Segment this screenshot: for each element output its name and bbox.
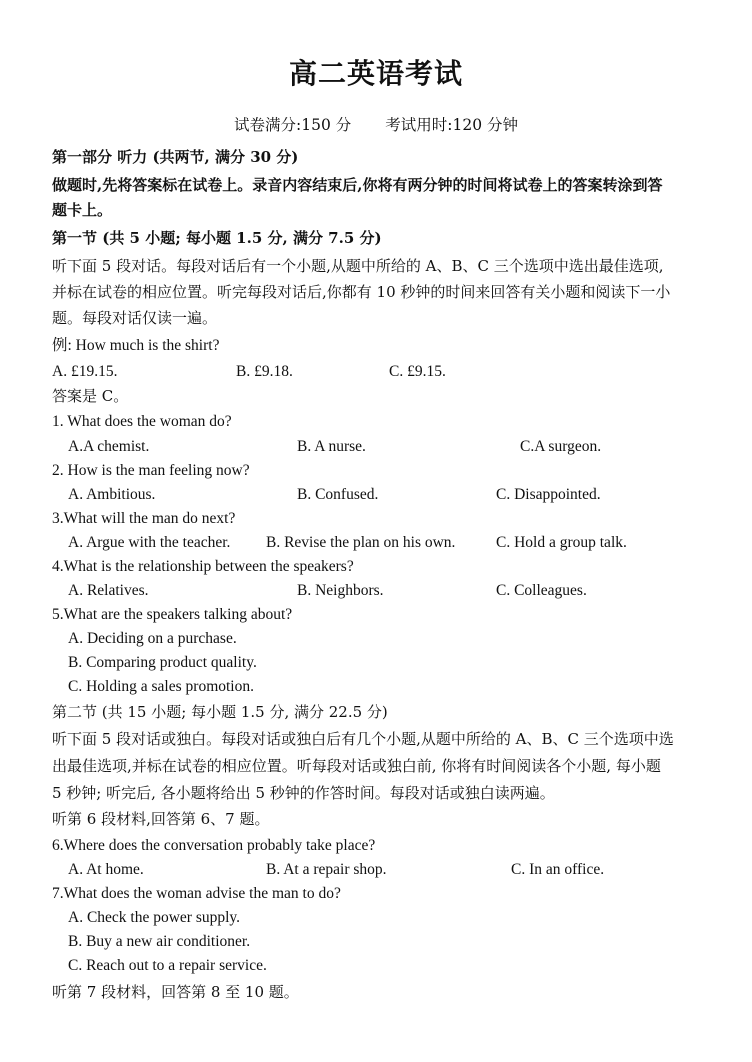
q7-option-b: B. Buy a new air conditioner. (68, 933, 251, 950)
example-option-a: A. £19.15. (52, 363, 118, 380)
section1-intro-line3: 题。每段对话仅读一遍。 (52, 309, 218, 327)
q6-option-a: A. At home. (68, 861, 144, 878)
question-4: 4.What is the relationship between the speakers? (52, 558, 354, 575)
q6-option-b: B. At a repair shop. (266, 861, 387, 878)
section2-heading: 第二节 (共 15 小题; 每小题 1.5 分, 满分 22.5 分) (52, 703, 388, 721)
section1-intro-line2: 并标在试卷的相应位置。听完每段对话后,你都有 10 秒钟的时间来回答有关小题和阅读下一小 (52, 283, 671, 301)
exam-meta (0, 113, 752, 135)
section2-intro-line1: 听下面 5 段对话或独白。每段对话或独白后有几个小题,从题中所给的 A、B、C 三个选项中选 (52, 730, 674, 748)
question-5: 5.What are the speakers talking about? (52, 606, 293, 623)
section2-intro-line2: 出最佳选项,并标在试卷的相应位置。听每段对话或独白前, 你将有时间阅读各个小题, 每小题 (52, 757, 661, 775)
q6-option-c: C. In an office. (511, 861, 605, 878)
example-option-c: C. £9.15. (389, 363, 446, 380)
section1-intro-line1: 听下面 5 段对话。每段对话后有一个小题,从题中所给的 A、B、C 三个选项中选出最佳选项, (52, 257, 664, 275)
q4-option-a: A. Relatives. (68, 582, 149, 599)
q5-option-a: A. Deciding on a purchase. (68, 630, 237, 647)
q3-option-a: A. Argue with the teacher. (68, 534, 231, 551)
part1-instruction-line2: 题卡上。 (52, 201, 113, 219)
q7-option-c: C. Reach out to a repair service. (68, 957, 267, 974)
q4-option-c: C. Colleagues. (496, 582, 587, 599)
material-7-heading: 听第 7 段材料，回答第 8 至 10 题。 (52, 983, 299, 1001)
question-1: 1. What does the woman do? (52, 413, 232, 430)
exam-time: 考试用时:120 分钟 (385, 116, 518, 134)
q1-option-b: B. A nurse. (297, 438, 366, 455)
q7-option-a: A. Check the power supply. (68, 909, 241, 926)
question-2: 2. How is the man feeling now? (52, 462, 250, 479)
full-score: 试卷满分:150 分 (234, 116, 352, 134)
question-3: 3.What will the man do next? (52, 510, 236, 527)
q3-option-b: B. Revise the plan on his own. (266, 534, 456, 551)
q1-option-a: A.A chemist. (68, 438, 150, 455)
q2-option-c: C. Disappointed. (496, 486, 601, 503)
q2-option-a: A. Ambitious. (68, 486, 156, 503)
q5-option-c: C. Holding a sales promotion. (68, 678, 254, 695)
q3-option-c: C. Hold a group talk. (496, 534, 627, 551)
material-6-heading: 听第 6 段材料,回答第 6、7 题。 (52, 810, 270, 828)
section1-heading: 第一节 (共 5 小题; 每小题 1.5 分, 满分 7.5 分) (52, 229, 382, 247)
example-option-b: B. £9.18. (236, 363, 293, 380)
section2-intro-line3: 5 秒钟; 听完后, 各小题将给出 5 秒钟的作答时间。每段对话或独白读两遍。 (52, 784, 555, 802)
question-6: 6.Where does the conversation probably take place? (52, 837, 376, 854)
q5-option-b: B. Comparing product quality. (68, 654, 257, 671)
q2-option-b: B. Confused. (297, 486, 379, 503)
example-answer: 答案是 C。 (52, 387, 129, 405)
example-question: 例: How much is the shirt? (52, 337, 220, 354)
part1-instruction-line1: 做题时,先将答案标在试卷上。录音内容结束后,你将有两分钟的时间将试卷上的答案转涂到答 (52, 176, 663, 194)
exam-title: 高二英语考试 (288, 57, 463, 90)
q1-option-c: C.A surgeon. (520, 438, 602, 455)
part1-heading: 第一部分 听力 (共两节, 满分 30 分) (52, 148, 299, 166)
question-7: 7.What does the woman advise the man to do? (52, 885, 341, 902)
q4-option-b: B. Neighbors. (297, 582, 384, 599)
